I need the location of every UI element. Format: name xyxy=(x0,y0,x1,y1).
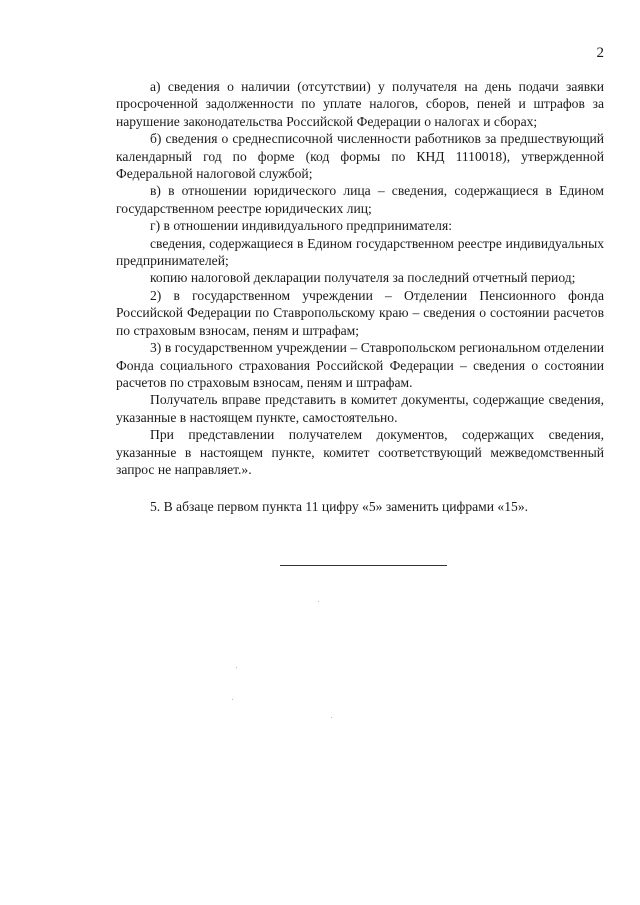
paragraph-item-5: 5. В абзаце первом пункта 11 цифру «5» заменить цифрами «15». xyxy=(150,499,529,515)
paragraph-social-fund: 3) в государственном учреждении – Ставропольском региональном отделении Фонда социального страхования Российской Федерации – сведения о состоянии расчетов по страховым взносам, пеням и штрафам. xyxy=(116,340,604,390)
scan-speck xyxy=(331,717,332,718)
paragraph-no-request: При представлении получателем документов, содержащих сведения, указанные в настоящем пункте, комитет соответствующий межведомственный запрос не направляет.». xyxy=(116,427,604,477)
paragraph-a: а) сведения о наличии (отсутствии) у получателя на день подачи заявки просроченной задолженности по уплате налогов, сборов, пеней и штрафов за нарушение законодательства Российской Федерации о налогах и сборах; xyxy=(116,79,604,129)
paragraph-recipient-right: Получатель вправе представить в комитет документы, содержащие сведения, указанные в настоящем пункте, самостоятельно. xyxy=(116,392,604,425)
paragraph-v: в) в отношении юридического лица – сведения, содержащиеся в Едином государственном реестре юридических лиц; xyxy=(116,183,604,216)
paragraph-tax-declaration: копию налоговой декларации получателя за последний отчетный период; xyxy=(150,270,576,286)
paragraph-b: б) сведения о среднесписочной численности работников за предшествующий календарный год по форме (код формы по КНД 1110018), утвержденной Федеральной налоговой службой; xyxy=(116,131,604,182)
end-divider-line xyxy=(280,565,447,566)
scan-speck xyxy=(236,667,237,668)
scan-speck xyxy=(318,601,319,602)
paragraph-g: г) в отношении индивидуального предпринимателя: xyxy=(150,218,452,234)
paragraph-pension-fund: 2) в государственном учреждении – Отделении Пенсионного фонда Российской Федерации по Ставропольскому краю – сведения о состоянии расчетов по страховым взносам, пеням и штрафам; xyxy=(116,287,604,338)
scan-speck xyxy=(232,699,233,700)
document-body xyxy=(116,78,604,516)
page-number: 2 xyxy=(596,45,604,61)
paragraph-ip-registry: сведения, содержащиеся в Едином государственном реестре индивидуальных предпринимателей; xyxy=(116,235,604,269)
